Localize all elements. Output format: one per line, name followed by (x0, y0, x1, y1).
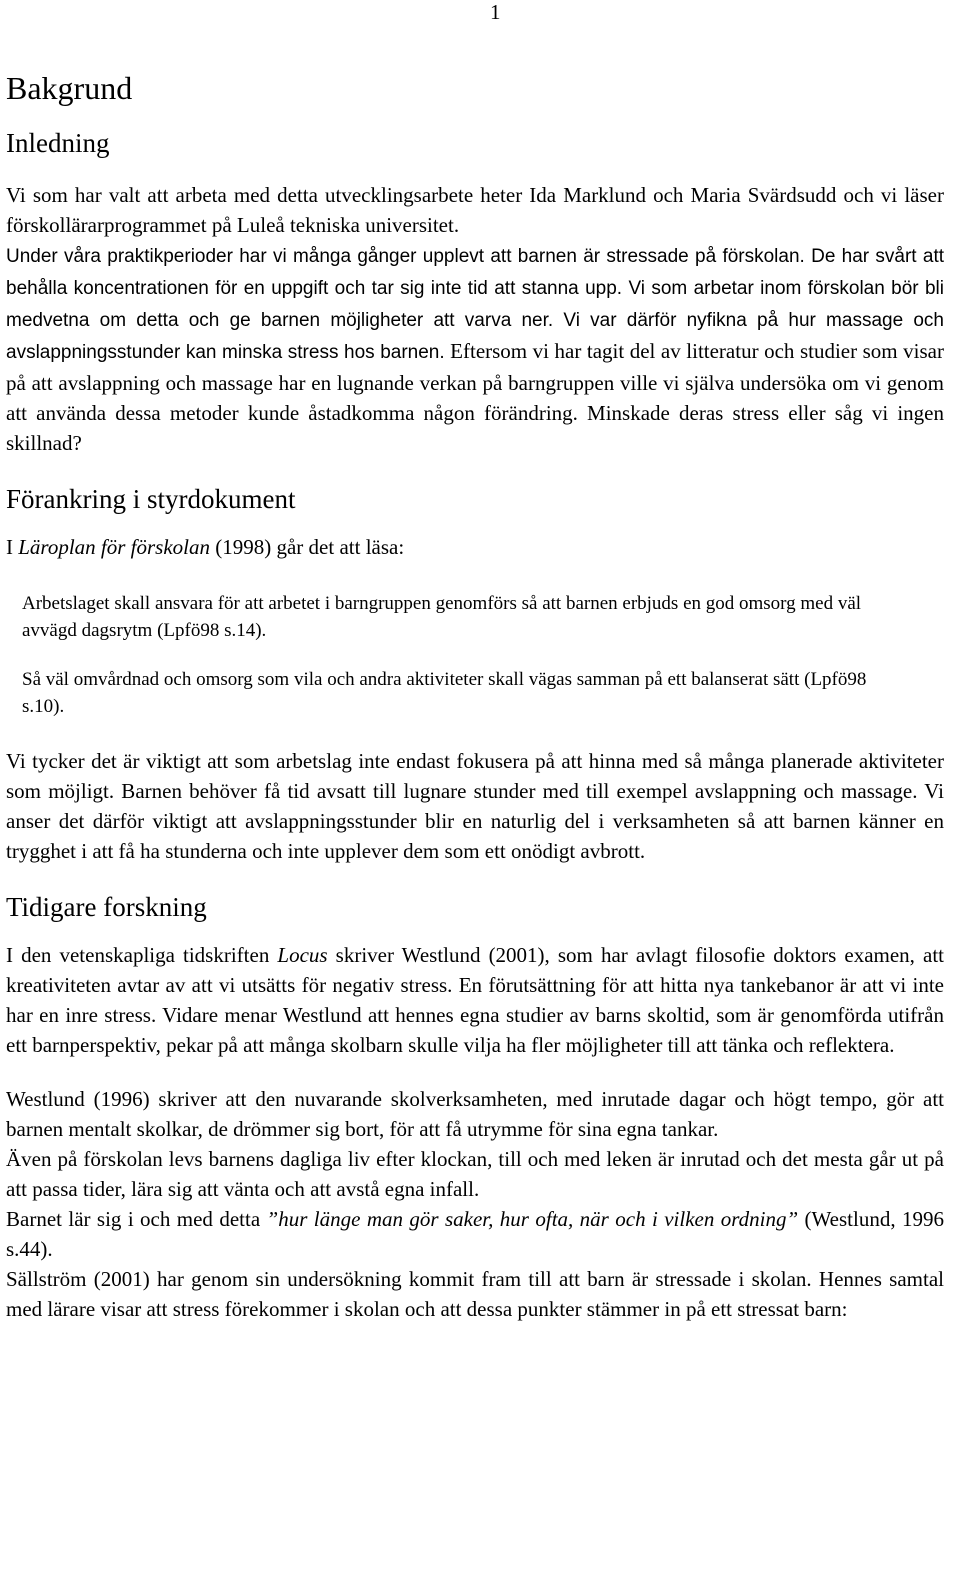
heading-forankring: Förankring i styrdokument (6, 484, 296, 514)
section-tidigare-forskning (6, 890, 944, 1324)
heading-bakgrund: Bakgrund (6, 70, 133, 106)
document-body (6, 68, 944, 1324)
paragraph-intro: Vi som har valt att arbeta med detta utvecklingsarbete heter Ida Marklund och Maria Svärdsudd och vi läser förskollärarprogrammet på Luleå tekniska universitet. (6, 183, 944, 237)
laroplan-intro-post: (1998) går det att läsa: (210, 535, 405, 559)
page-number: 1 (490, 0, 501, 24)
paragraph-stress (6, 240, 944, 458)
paragraph-laroplan-intro (6, 532, 944, 562)
paragraph-sallstrom: Sällström (2001) har genom sin undersökning kommit fram till att barn är stressade i skolan. Hennes samtal med lärare visar att stress förekommer i skolan och att dessa punkter stämmer in på ett stressat barn: (6, 1267, 944, 1321)
locus-journal: Locus (277, 943, 328, 967)
paragraph-westlund-1996: Westlund (1996) skriver att den nuvarande skolverksamheten, med inrutade dagar och högt tempo, gör att barnen mentalt skolkar, de drömmer sig bort, för att få utrymme för sina egna tankar. (6, 1087, 944, 1141)
quote-lpfo-14: Arbetslaget skall ansvara för att arbetet i barngruppen genomförs så att barnen erbjuds en god omsorg med väl avvägd dagsrytm (Lpfö98 s.14). (22, 593, 862, 641)
laroplan-intro-pre: I (6, 535, 19, 559)
section-forankring (6, 482, 944, 866)
section-inledning (6, 126, 944, 458)
paragraph-stress-serif-part: Eftersom vi har tagit del av litteratur och studier som visar på att avslappning och massage har en lugnande verkan på barngruppen ville vi själva undersöka om vi genom att använda dessa metoder kunde åstadkomma någon förändring. Minskade deras stress eller såg vi ingen skillnad? (6, 339, 944, 455)
locus-pre: I den vetenskapliga tidskriften (6, 943, 278, 967)
paragraph-forskolan-klockan: Även på förskolan levs barnens dagliga liv efter klockan, till och med leken är inrutad och det mesta går ut på att passa tider, lära sig att vänta och att avstå egna infall. (6, 1147, 944, 1201)
paragraph-arbetslag: Vi tycker det är viktigt att som arbetslag inte endast fokusera på att hinna med så många planerade aktiviteter som möjligt. Barnen behöver få tid avsatt till lugnare stunder med till exempel avslappning och massage. Vi anser det därför viktigt att avslappningsstunder blir en naturlig del i verksamheten så att barnen känner en trygghet i att få ha stunderna och inte upplever dem som ett onödigt avbrott. (6, 749, 944, 863)
paragraph-barnet-lar (6, 1204, 944, 1264)
quote-lpfo-10: Så väl omvårdnad och omsorg som vila och andra aktiviteter skall vägas samman på ett balanserat sätt (Lpfö98 s.10). (22, 669, 867, 717)
barnet-post: (Westlund, 1996 s.44). (6, 1207, 944, 1261)
laroplan-title: Läroplan för förskolan (18, 535, 210, 559)
paragraph-stress-sans-part: Under våra praktikperioder har vi många gånger upplevt att barnen är stressade på förskolan. De har svårt att behålla koncentrationen för en uppgift och tar sig inte tid att stanna upp. Vi som arbetar inom förskolan bör bli medvetna om detta och ge barnen möjligheter att varva ner. Vi var därför nyfikna på hur massage och avslappningsstunder kan minska stress hos barnen. (6, 246, 944, 363)
heading-inledning: Inledning (6, 128, 110, 158)
heading-tidigare-forskning: Tidigare forskning (6, 892, 207, 922)
barnet-pre: Barnet lär sig i och med detta (6, 1207, 267, 1231)
locus-post: skriver Westlund (2001), som har avlagt filosofie doktors examen, att kreativiteten avtar av att vi utsätts för negativ stress. En förutsättning för att hitta nya tankebanor är att vi inte har en inre stress. Vidare menar Westlund att hennes egna studier av barns skoltid, som är genomförda utifrån ett barnperspektiv, pekar på att många skolbarn skulle vilja ha fler möjligheter till att tänka och reflektera. (6, 943, 944, 1057)
barnet-quote: ”hur länge man gör saker, hur ofta, när och i vilken ordning” (266, 1207, 799, 1231)
paragraph-locus (6, 940, 944, 1060)
